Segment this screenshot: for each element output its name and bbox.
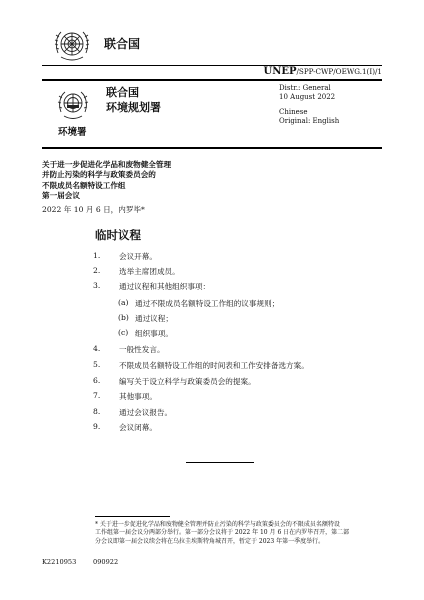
meeting-title-line1: 关于进一步促进化学品和废物健全管理 [42, 160, 172, 169]
footnote-line3: 分会议即第一届会议续会将在乌拉圭埃斯特角城召开，暂定于 2023 年第一季度举行。 [95, 537, 325, 545]
agenda-item-text: 通过会议报告。 [119, 408, 173, 417]
agenda-subitem-text: 组织事项。 [135, 329, 173, 338]
footnote-separator [95, 516, 170, 517]
agenda-item-number: 1. [93, 251, 101, 260]
agenda-item-text: 其他事项。 [119, 392, 157, 401]
distr-label: Distr.: General [279, 84, 331, 92]
footnote [95, 521, 349, 546]
agenda-item-text: 会议闭幕。 [119, 423, 157, 432]
header-rule-bottom [42, 147, 382, 149]
agenda-item-text: 选举主席团成员。 [119, 267, 180, 276]
agenda-item-text: 会议开幕。 [119, 252, 157, 261]
un-label: 联合国 [104, 37, 141, 51]
agenda-item-number: 9. [93, 422, 101, 431]
job-number: K2210953 [42, 558, 77, 566]
footnote-line2: 工作组第一届会议分两部分举行。第一部分会议将于 2022 年 10 月 6 日在内罗毕召开，第二部 [95, 529, 350, 537]
agenda-subitem-letter: (c) [118, 328, 129, 337]
agenda-item-number: 8. [93, 407, 101, 416]
footnote-line1: * 关于进一步促进化学品和废物健全管理并防止污染的科学与政策委员会的不限成员名额特设 [95, 521, 340, 528]
agenda-item-number: 5. [93, 360, 101, 369]
agenda-title: 临时议程 [95, 228, 141, 242]
distribution-info [279, 84, 339, 127]
agenda-item-number: 4. [93, 344, 101, 353]
agenda-item-text: 通过议程和其他组织事项： [119, 282, 211, 291]
agenda-item-number: 2. [93, 266, 101, 275]
document-symbol [263, 66, 382, 77]
print-code: 090922 [93, 558, 119, 566]
meeting-title-line3: 不限成员名额特设工作组 [42, 180, 126, 190]
agenda-item-text: 编写关于设立科学与政策委员会的提案。 [119, 377, 256, 386]
end-rule [186, 462, 254, 463]
doc-date: 10 August 2022 [279, 93, 336, 102]
meeting-date-place: 2022 年 10 月 6 日，内罗毕* [42, 205, 145, 214]
agenda-subitem-text: 通过不限成员名额特设工作组的议事规则； [135, 299, 280, 308]
agenda-item-number: 7. [93, 391, 101, 400]
agenda-item-number: 6. [93, 376, 101, 385]
unep-abbrev: 环境署 [58, 127, 87, 138]
unep-name-line2: 环境规划署 [106, 101, 161, 114]
unep-emblem-icon [56, 88, 90, 122]
agenda-item-text: 一般性发言。 [119, 345, 165, 354]
header-rule-thick [42, 79, 382, 81]
symbol-suffix: /SPP-CWP/OEWG.1(I)/1 [296, 67, 382, 76]
unep-name-line1: 联合国 [106, 86, 139, 99]
un-emblem-icon [52, 27, 92, 65]
agenda-item-number: 3. [93, 281, 101, 290]
agenda-subitem-letter: (a) [118, 298, 129, 307]
original-language: Original: English [279, 117, 340, 126]
agenda-subitem-letter: (b) [118, 313, 129, 322]
meeting-title-line2: 并防止污染的科学与政策委员会的 [42, 170, 156, 180]
meeting-title-line4: 第一届会议 [42, 191, 80, 201]
doc-language: Chinese [279, 107, 308, 116]
agenda-subitem-text: 通过议程； [135, 314, 173, 323]
agenda-item-text: 不限成员名额特设工作组的时间表和工作安排备选方案。 [119, 361, 309, 370]
meeting-title [42, 160, 171, 202]
symbol-prefix: UNEP [263, 66, 297, 77]
